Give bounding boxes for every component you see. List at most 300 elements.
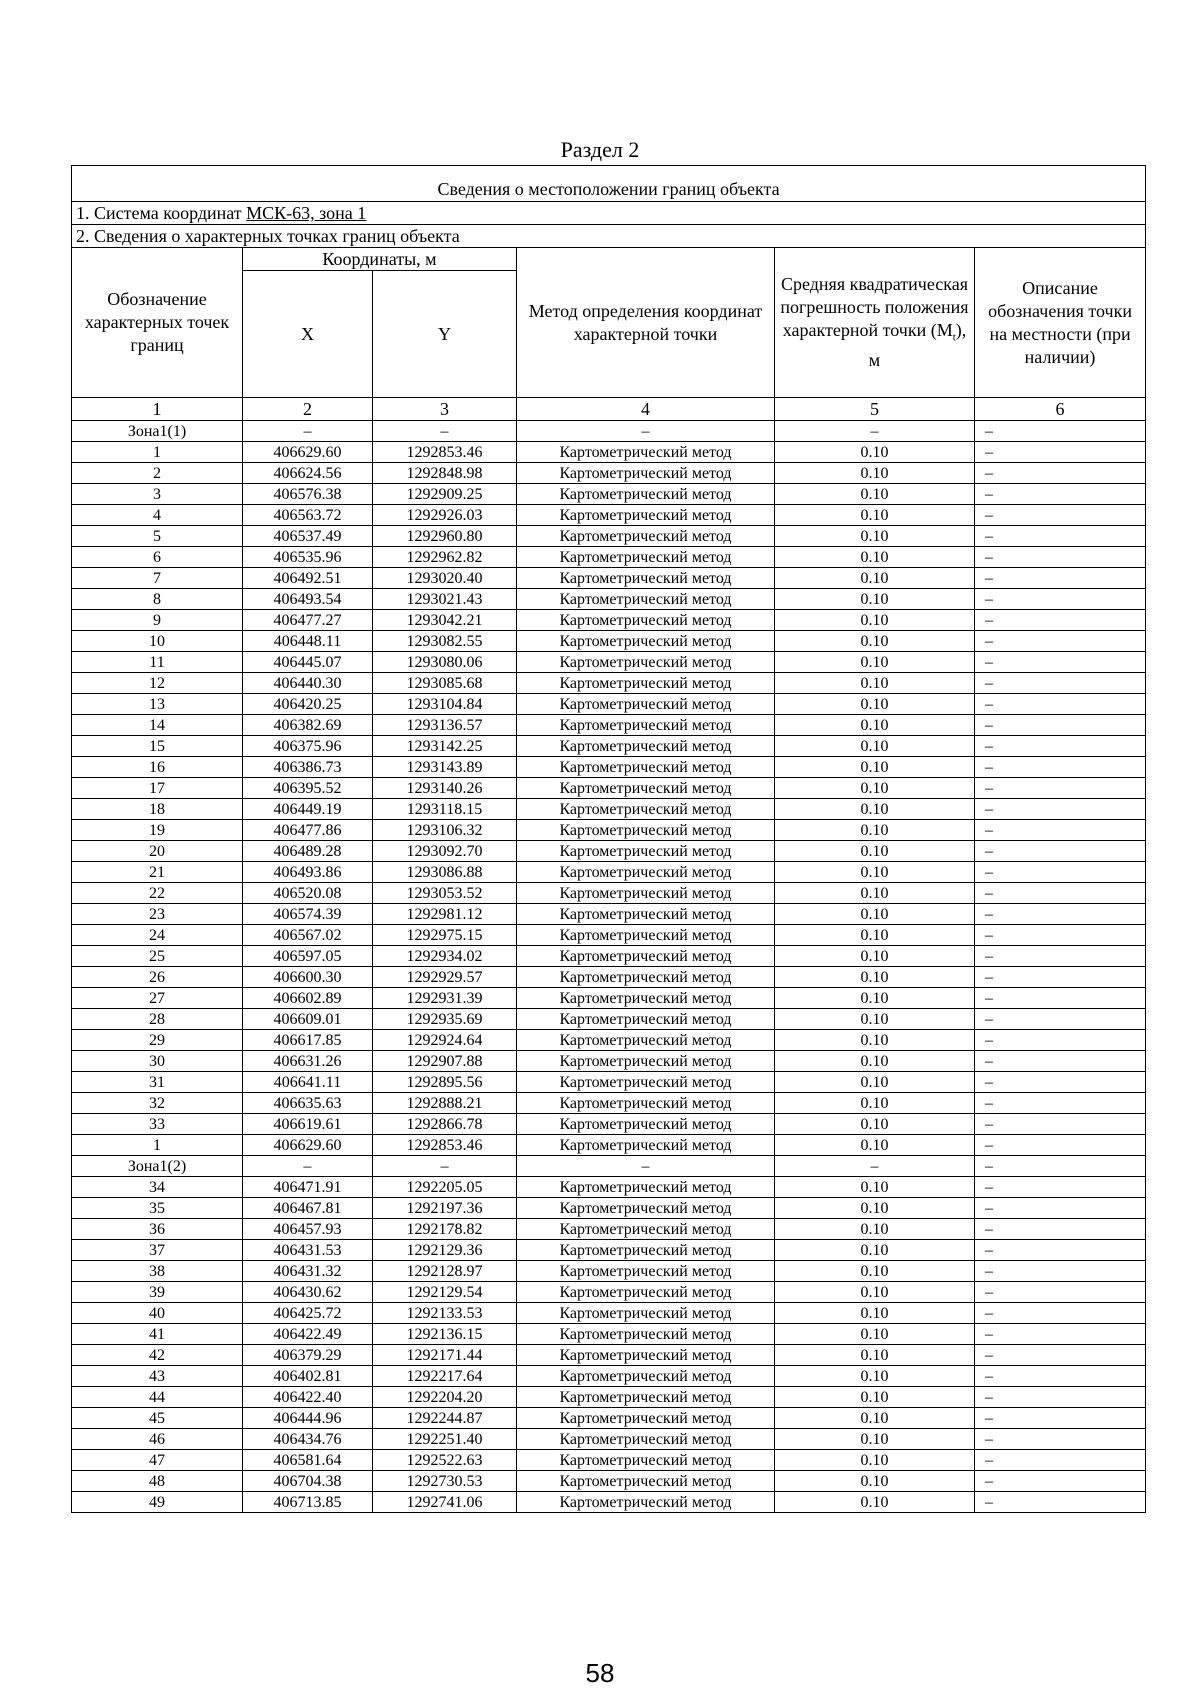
point-number-cell: 7 (72, 568, 243, 589)
point-number-cell: 39 (72, 1282, 243, 1303)
method-cell: Картометрический метод (517, 1051, 775, 1072)
x-coordinate-cell: 406467.81 (243, 1198, 373, 1219)
point-number-cell: 25 (72, 946, 243, 967)
method-cell: Картометрический метод (517, 841, 775, 862)
description-cell: – (975, 1261, 1146, 1282)
column-number: 4 (517, 398, 775, 421)
description-cell: – (975, 526, 1146, 547)
table-row (72, 505, 1146, 526)
point-number-cell: 1 (72, 442, 243, 463)
method-cell: Картометрический метод (517, 1471, 775, 1492)
y-coordinate-cell: 1292909.25 (373, 484, 517, 505)
x-coordinate-cell: 406477.27 (243, 610, 373, 631)
description-cell: – (975, 715, 1146, 736)
point-number-cell: 34 (72, 1177, 243, 1198)
method-cell: Картометрический метод (517, 967, 775, 988)
y-coordinate-cell: 1293021.43 (373, 589, 517, 610)
point-number-cell: 15 (72, 736, 243, 757)
x-coordinate-cell: 406431.32 (243, 1261, 373, 1282)
point-number-cell: 6 (72, 547, 243, 568)
method-cell: Картометрический метод (517, 799, 775, 820)
method-cell: Картометрический метод (517, 1429, 775, 1450)
point-number-cell: 33 (72, 1114, 243, 1135)
error-cell: 0.10 (775, 1366, 975, 1387)
error-cell: 0.10 (775, 1450, 975, 1471)
method-cell: Картометрический метод (517, 1135, 775, 1156)
table-row (72, 484, 1146, 505)
description-cell: – (975, 610, 1146, 631)
method-cell: Картометрический метод (517, 1282, 775, 1303)
description-cell: – (975, 1429, 1146, 1450)
column-numbers-row (72, 398, 1146, 421)
table-row (72, 463, 1146, 484)
table-row (72, 1345, 1146, 1366)
table-row (72, 1093, 1146, 1114)
table-row (72, 778, 1146, 799)
description-cell: – (975, 736, 1146, 757)
x-coordinate-cell: 406704.38 (243, 1471, 373, 1492)
point-number-cell: 4 (72, 505, 243, 526)
column-number: 2 (243, 398, 373, 421)
column-number: 1 (72, 398, 243, 421)
header-error-unit: ), м (868, 319, 967, 371)
table-row (72, 1366, 1146, 1387)
header-y: Y (373, 271, 517, 398)
error-cell: 0.10 (775, 925, 975, 946)
y-coordinate-cell: 1292136.15 (373, 1324, 517, 1345)
point-number-cell: 26 (72, 967, 243, 988)
method-cell: Картометрический метод (517, 442, 775, 463)
table-row (72, 1198, 1146, 1219)
description-cell: – (975, 883, 1146, 904)
table-row (72, 1009, 1146, 1030)
x-coordinate-cell: 406631.26 (243, 1051, 373, 1072)
error-cell: 0.10 (775, 589, 975, 610)
y-coordinate-cell: 1292934.02 (373, 946, 517, 967)
table-row (72, 1114, 1146, 1135)
table-row (72, 1408, 1146, 1429)
x-coordinate-cell: 406489.28 (243, 841, 373, 862)
table-row (72, 1303, 1146, 1324)
method-cell: Картометрический метод (517, 484, 775, 505)
description-cell: – (975, 1387, 1146, 1408)
error-cell: 0.10 (775, 988, 975, 1009)
method-cell: Картометрический метод (517, 1408, 775, 1429)
description-cell: – (975, 694, 1146, 715)
description-cell: – (975, 841, 1146, 862)
x-coordinate-cell: 406597.05 (243, 946, 373, 967)
description-cell: – (975, 1408, 1146, 1429)
y-coordinate-cell: 1293142.25 (373, 736, 517, 757)
table-row (72, 442, 1146, 463)
x-coordinate-cell: 406402.81 (243, 1366, 373, 1387)
table-row (72, 526, 1146, 547)
y-coordinate-cell: 1293140.26 (373, 778, 517, 799)
description-cell: – (975, 946, 1146, 967)
table-row (72, 967, 1146, 988)
method-cell: Картометрический метод (517, 652, 775, 673)
column-number: 6 (975, 398, 1146, 421)
method-cell: Картометрический метод (517, 1366, 775, 1387)
table-row (72, 862, 1146, 883)
description-cell: – (975, 652, 1146, 673)
y-coordinate-cell: 1292197.36 (373, 1198, 517, 1219)
description-cell: – (975, 1009, 1146, 1030)
error-cell: 0.10 (775, 715, 975, 736)
point-number-cell: 3 (72, 484, 243, 505)
point-number-cell: 32 (72, 1093, 243, 1114)
error-cell: 0.10 (775, 967, 975, 988)
coord-system-value: МСК-63, зона 1 (246, 203, 367, 223)
y-coordinate-cell: 1292853.46 (373, 442, 517, 463)
point-number-cell: 27 (72, 988, 243, 1009)
points-section-title: 2. Сведения о характерных точках границ объекта (72, 225, 1146, 248)
method-cell: Картометрический метод (517, 757, 775, 778)
error-cell: 0.10 (775, 568, 975, 589)
y-coordinate-cell: 1292926.03 (373, 505, 517, 526)
y-coordinate-cell: 1292895.56 (373, 1072, 517, 1093)
method-cell: Картометрический метод (517, 568, 775, 589)
y-coordinate-cell: 1292204.20 (373, 1387, 517, 1408)
point-number-cell: 18 (72, 799, 243, 820)
point-number-cell: 19 (72, 820, 243, 841)
description-cell: – (975, 1240, 1146, 1261)
point-number-cell: 22 (72, 883, 243, 904)
error-cell: 0.10 (775, 820, 975, 841)
error-cell: – (775, 1156, 975, 1177)
point-number-cell: 38 (72, 1261, 243, 1282)
x-coordinate-cell: 406581.64 (243, 1450, 373, 1471)
point-number-cell: 10 (72, 631, 243, 652)
description-cell: – (975, 1219, 1146, 1240)
point-number-cell: 48 (72, 1471, 243, 1492)
table-row (72, 1219, 1146, 1240)
error-cell: 0.10 (775, 1429, 975, 1450)
x-coordinate-cell: 406440.30 (243, 673, 373, 694)
error-cell: 0.10 (775, 1387, 975, 1408)
table-row (72, 1282, 1146, 1303)
method-cell: Картометрический метод (517, 904, 775, 925)
description-cell: – (975, 1450, 1146, 1471)
table-row (72, 652, 1146, 673)
header-designation: Обозначение характерных точек границ (72, 248, 243, 398)
x-coordinate-cell: 406395.52 (243, 778, 373, 799)
method-cell: Картометрический метод (517, 1072, 775, 1093)
table-row (72, 694, 1146, 715)
error-cell: 0.10 (775, 736, 975, 757)
y-coordinate-cell: 1293136.57 (373, 715, 517, 736)
error-cell: 0.10 (775, 1093, 975, 1114)
y-coordinate-cell: 1292251.40 (373, 1429, 517, 1450)
x-coordinate-cell: 406635.63 (243, 1093, 373, 1114)
error-cell: 0.10 (775, 694, 975, 715)
method-cell: Картометрический метод (517, 1009, 775, 1030)
table-row (72, 631, 1146, 652)
method-cell: Картометрический метод (517, 631, 775, 652)
y-coordinate-cell: 1292522.63 (373, 1450, 517, 1471)
table-row (72, 1177, 1146, 1198)
description-cell: – (975, 904, 1146, 925)
point-number-cell: 8 (72, 589, 243, 610)
error-cell: 0.10 (775, 841, 975, 862)
error-cell: 0.10 (775, 757, 975, 778)
y-coordinate-cell: 1292244.87 (373, 1408, 517, 1429)
y-coordinate-cell: 1293053.52 (373, 883, 517, 904)
method-cell: Картометрический метод (517, 589, 775, 610)
x-coordinate-cell: 406430.62 (243, 1282, 373, 1303)
y-coordinate-cell: 1292133.53 (373, 1303, 517, 1324)
table-row (72, 547, 1146, 568)
error-cell: 0.10 (775, 484, 975, 505)
y-coordinate-cell: 1293106.32 (373, 820, 517, 841)
table-row (72, 904, 1146, 925)
error-cell: 0.10 (775, 1072, 975, 1093)
error-cell: 0.10 (775, 1009, 975, 1030)
y-coordinate-cell: 1292962.82 (373, 547, 517, 568)
table-row (72, 1261, 1146, 1282)
table-row (72, 1051, 1146, 1072)
error-cell: 0.10 (775, 1219, 975, 1240)
x-coordinate-cell: – (243, 421, 373, 442)
table-row (72, 820, 1146, 841)
x-coordinate-cell: 406602.89 (243, 988, 373, 1009)
coord-system-line (72, 202, 1146, 225)
y-coordinate-cell: 1292907.88 (373, 1051, 517, 1072)
method-cell: Картометрический метод (517, 1093, 775, 1114)
table-row (72, 799, 1146, 820)
description-cell: – (975, 442, 1146, 463)
table-row (72, 757, 1146, 778)
y-coordinate-cell: 1293085.68 (373, 673, 517, 694)
y-coordinate-cell: 1292960.80 (373, 526, 517, 547)
table-row (72, 589, 1146, 610)
x-coordinate-cell: 406434.76 (243, 1429, 373, 1450)
method-cell: Картометрический метод (517, 736, 775, 757)
zone-row (72, 421, 1146, 442)
point-number-cell: 40 (72, 1303, 243, 1324)
table-row (72, 1030, 1146, 1051)
method-cell: Картометрический метод (517, 1240, 775, 1261)
method-cell: Картометрический метод (517, 883, 775, 904)
description-cell: – (975, 484, 1146, 505)
description-cell: – (975, 925, 1146, 946)
x-coordinate-cell: 406386.73 (243, 757, 373, 778)
x-coordinate-cell: 406422.49 (243, 1324, 373, 1345)
table-row (72, 841, 1146, 862)
point-number-cell: 16 (72, 757, 243, 778)
y-coordinate-cell: 1292730.53 (373, 1471, 517, 1492)
method-cell: Картометрический метод (517, 1177, 775, 1198)
description-cell: – (975, 1114, 1146, 1135)
method-cell: Картометрический метод (517, 715, 775, 736)
y-coordinate-cell: 1292975.15 (373, 925, 517, 946)
error-cell: 0.10 (775, 1051, 975, 1072)
error-cell: 0.10 (775, 463, 975, 484)
point-number-cell: 35 (72, 1198, 243, 1219)
point-number-cell: 45 (72, 1408, 243, 1429)
x-coordinate-cell: 406576.38 (243, 484, 373, 505)
description-cell: – (975, 1345, 1146, 1366)
y-coordinate-cell: 1293092.70 (373, 841, 517, 862)
x-coordinate-cell: 406449.19 (243, 799, 373, 820)
error-cell: 0.10 (775, 946, 975, 967)
point-number-cell: 30 (72, 1051, 243, 1072)
x-coordinate-cell: 406713.85 (243, 1492, 373, 1513)
error-cell: 0.10 (775, 1345, 975, 1366)
method-cell: Картометрический метод (517, 862, 775, 883)
header-method: Метод определения координат характерной точки (517, 248, 775, 398)
x-coordinate-cell: 406567.02 (243, 925, 373, 946)
error-cell: 0.10 (775, 1303, 975, 1324)
error-cell: 0.10 (775, 1198, 975, 1219)
x-coordinate-cell: 406425.72 (243, 1303, 373, 1324)
y-coordinate-cell: 1292853.46 (373, 1135, 517, 1156)
table-row (72, 1240, 1146, 1261)
description-cell: – (975, 1303, 1146, 1324)
method-cell: Картометрический метод (517, 463, 775, 484)
method-cell: – (517, 421, 775, 442)
table-row (72, 610, 1146, 631)
point-number-cell: 12 (72, 673, 243, 694)
method-cell: Картометрический метод (517, 547, 775, 568)
description-cell: – (975, 505, 1146, 526)
error-cell: 0.10 (775, 442, 975, 463)
method-cell: Картометрический метод (517, 1345, 775, 1366)
x-coordinate-cell: 406382.69 (243, 715, 373, 736)
point-number-cell: 11 (72, 652, 243, 673)
point-number-cell: 20 (72, 841, 243, 862)
table-row (72, 988, 1146, 1009)
x-coordinate-cell: 406520.08 (243, 883, 373, 904)
method-cell: Картометрический метод (517, 988, 775, 1009)
x-coordinate-cell: 406477.86 (243, 820, 373, 841)
description-cell: – (975, 757, 1146, 778)
y-coordinate-cell: 1293020.40 (373, 568, 517, 589)
error-cell: 0.10 (775, 1240, 975, 1261)
header-error-subscript: t (952, 331, 956, 344)
error-cell: 0.10 (775, 862, 975, 883)
x-coordinate-cell: 406493.86 (243, 862, 373, 883)
method-cell: Картометрический метод (517, 925, 775, 946)
header-coordinates: Координаты, м (243, 248, 517, 271)
x-coordinate-cell: 406563.72 (243, 505, 373, 526)
table-row (72, 1450, 1146, 1471)
description-cell: – (975, 1072, 1146, 1093)
zone-row (72, 1156, 1146, 1177)
error-cell: 0.10 (775, 1324, 975, 1345)
method-cell: Картометрический метод (517, 778, 775, 799)
error-cell: 0.10 (775, 1135, 975, 1156)
point-number-cell: 13 (72, 694, 243, 715)
method-cell: Картометрический метод (517, 1450, 775, 1471)
description-cell: – (975, 967, 1146, 988)
description-cell: – (975, 1324, 1146, 1345)
y-coordinate-cell: 1292171.44 (373, 1345, 517, 1366)
table-row (72, 1324, 1146, 1345)
point-number-cell: 14 (72, 715, 243, 736)
point-number-cell: 24 (72, 925, 243, 946)
error-cell: 0.10 (775, 883, 975, 904)
x-coordinate-cell: 406619.61 (243, 1114, 373, 1135)
y-coordinate-cell: 1292205.05 (373, 1177, 517, 1198)
x-coordinate-cell: 406624.56 (243, 463, 373, 484)
y-coordinate-cell: 1292178.82 (373, 1219, 517, 1240)
y-coordinate-cell: 1292848.98 (373, 463, 517, 484)
description-cell: – (975, 988, 1146, 1009)
column-number: 3 (373, 398, 517, 421)
point-number-cell: 46 (72, 1429, 243, 1450)
point-number-cell: 49 (72, 1492, 243, 1513)
description-cell: – (975, 568, 1146, 589)
description-cell: – (975, 673, 1146, 694)
method-cell: Картометрический метод (517, 505, 775, 526)
y-coordinate-cell: 1293082.55 (373, 631, 517, 652)
point-number-cell: 43 (72, 1366, 243, 1387)
table-row (72, 1492, 1146, 1513)
point-number-cell: 31 (72, 1072, 243, 1093)
x-coordinate-cell: 406629.60 (243, 1135, 373, 1156)
error-cell: 0.10 (775, 1492, 975, 1513)
description-cell: – (975, 778, 1146, 799)
point-number-cell: 41 (72, 1324, 243, 1345)
error-cell: 0.10 (775, 547, 975, 568)
point-number-cell: 23 (72, 904, 243, 925)
description-cell: – (975, 589, 1146, 610)
x-coordinate-cell: 406617.85 (243, 1030, 373, 1051)
header-x: X (243, 271, 373, 398)
method-cell: Картометрический метод (517, 946, 775, 967)
y-coordinate-cell: 1293080.06 (373, 652, 517, 673)
y-coordinate-cell: 1292129.36 (373, 1240, 517, 1261)
table-row (72, 568, 1146, 589)
error-cell: 0.10 (775, 1261, 975, 1282)
x-coordinate-cell: 406609.01 (243, 1009, 373, 1030)
point-number-cell: 47 (72, 1450, 243, 1471)
method-cell: Картометрический метод (517, 673, 775, 694)
description-cell: – (975, 1030, 1146, 1051)
method-cell: Картометрический метод (517, 1114, 775, 1135)
y-coordinate-cell: 1293143.89 (373, 757, 517, 778)
point-number-cell: 36 (72, 1219, 243, 1240)
table-row (72, 925, 1146, 946)
error-cell: – (775, 421, 975, 442)
table-row (72, 1072, 1146, 1093)
point-number-cell: Зона1(1) (72, 421, 243, 442)
y-coordinate-cell: – (373, 1156, 517, 1177)
error-cell: 0.10 (775, 1471, 975, 1492)
x-coordinate-cell: 406492.51 (243, 568, 373, 589)
method-cell: Картометрический метод (517, 1030, 775, 1051)
method-cell: Картометрический метод (517, 610, 775, 631)
point-number-cell: 1 (72, 1135, 243, 1156)
x-coordinate-cell: 406448.11 (243, 631, 373, 652)
y-coordinate-cell: 1292129.54 (373, 1282, 517, 1303)
x-coordinate-cell: 406600.30 (243, 967, 373, 988)
y-coordinate-cell: 1292924.64 (373, 1030, 517, 1051)
point-number-cell: Зона1(2) (72, 1156, 243, 1177)
error-cell: 0.10 (775, 652, 975, 673)
error-cell: 0.10 (775, 799, 975, 820)
boundary-points-table (71, 165, 1146, 1513)
description-cell: – (975, 1177, 1146, 1198)
table-row (72, 1387, 1146, 1408)
section-title: Раздел 2 (560, 137, 640, 162)
description-cell: – (975, 1492, 1146, 1513)
description-cell: – (975, 799, 1146, 820)
error-cell: 0.10 (775, 1030, 975, 1051)
table-title: Сведения о местоположении границ объекта (72, 166, 1146, 202)
description-cell: – (975, 1471, 1146, 1492)
